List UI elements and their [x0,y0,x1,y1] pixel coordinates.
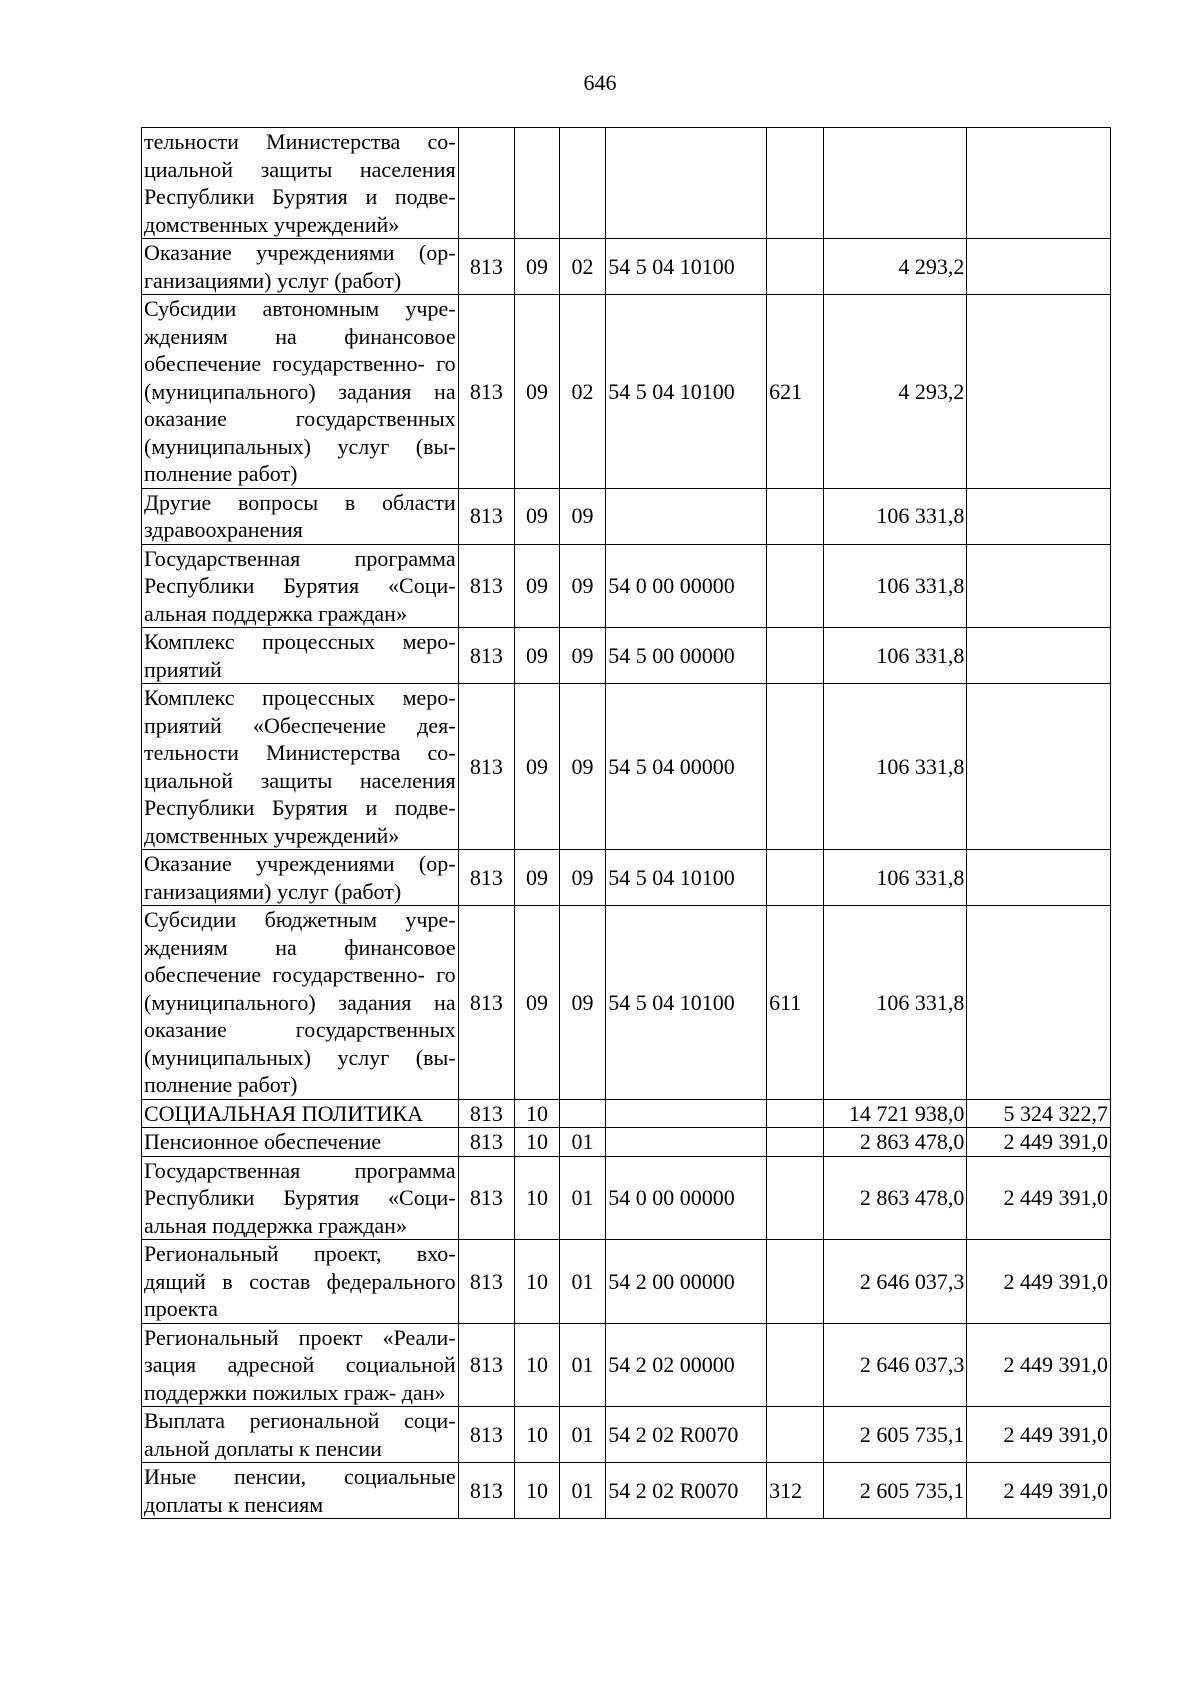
federal-amount-cell [967,488,1111,544]
row-name-line: Оказание учреждениями (ор- [144,240,456,265]
target-article-code-cell [606,1128,767,1157]
row-name-line: го (муниципального) задания [144,351,456,404]
federal-amount-cell: 2 449 391,0 [967,1463,1111,1519]
row-name-line: Субсидии автономным учре- [144,296,456,321]
row-name-cell [142,628,459,684]
department-code-cell: 813 [458,1407,515,1463]
target-article-code-cell: 54 2 02 R0070 [606,1407,767,1463]
subsection-code-cell: 09 [559,488,606,544]
department-code-cell: 813 [458,1463,515,1519]
expense-type-code-cell [767,1156,824,1240]
section-code-cell: 10 [515,1240,560,1324]
row-name-line: Пенсионное обеспечение [144,1129,382,1154]
expense-type-code-cell: 611 [767,906,824,1100]
target-article-code-cell: 54 5 00 00000 [606,628,767,684]
table-row [142,1099,1111,1128]
row-name-line: альной доплаты к пенсии [144,1435,382,1461]
row-name-line: Иные пенсии, социальные [144,1464,456,1489]
subsection-code-cell: 01 [559,1156,606,1240]
row-name-line: СОЦИАЛЬНАЯ ПОЛИТИКА [144,1100,424,1126]
row-name-line: (муниципальных) услуг (вы- [144,1044,456,1070]
amount-cell: 2 646 037,3 [823,1323,967,1407]
section-code-cell: 09 [515,488,560,544]
target-article-code-cell: 54 0 00 00000 [606,1156,767,1240]
row-name-cell [142,239,459,295]
target-article-code-cell: 54 5 04 10100 [606,850,767,906]
row-name-cell [142,684,459,850]
subsection-code-cell: 09 [559,684,606,850]
federal-amount-cell [967,295,1111,489]
row-name-line: (муниципальных) услуг (вы- [144,433,456,459]
amount-cell: 106 331,8 [823,544,967,628]
expense-type-code-cell [767,628,824,684]
subsection-code-cell: 01 [559,1128,606,1157]
table-row [142,1407,1111,1463]
target-article-code-cell: 54 2 02 00000 [606,1323,767,1407]
row-name-cell [142,906,459,1100]
row-name-line: Другие вопросы в области [144,489,456,515]
federal-amount-cell [967,239,1111,295]
federal-amount-cell [967,128,1111,239]
section-code-cell: 09 [515,628,560,684]
table-row [142,1128,1111,1157]
section-code-cell [515,128,560,239]
expense-type-code-cell [767,239,824,295]
section-code-cell: 09 [515,684,560,850]
subsection-code-cell: 09 [559,906,606,1100]
department-code-cell: 813 [458,1128,515,1157]
subsection-code-cell: 02 [559,295,606,489]
target-article-code-cell: 54 5 04 00000 [606,684,767,850]
subsection-code-cell: 09 [559,850,606,906]
federal-amount-cell [967,684,1111,850]
expense-type-code-cell [767,1128,824,1157]
target-article-code-cell: 54 5 04 10100 [606,906,767,1100]
row-name-line: полнение работ) [144,1072,298,1097]
row-name-line: Республики Бурятия и подве- [144,184,456,209]
subsection-code-cell: 01 [559,1323,606,1407]
section-code-cell: 10 [515,1156,560,1240]
row-name-line: ждениям на финансовое [144,323,456,349]
section-code-cell: 09 [515,295,560,489]
expense-type-code-cell [767,544,824,628]
row-name-line: Субсидии бюджетным учре- [144,907,456,932]
expense-type-code-cell [767,1099,824,1128]
section-code-cell: 10 [515,1407,560,1463]
department-code-cell: 813 [458,544,515,628]
target-article-code-cell: 54 2 00 00000 [606,1240,767,1324]
target-article-code-cell: 54 5 04 10100 [606,295,767,489]
department-code-cell: 813 [458,295,515,489]
row-name-line: обеспечение государственно- [144,351,425,376]
amount-cell [823,128,967,239]
section-code-cell: 09 [515,850,560,906]
row-name-cell [142,850,459,906]
table-row [142,488,1111,544]
subsection-code-cell: 01 [559,1240,606,1324]
table-row [142,295,1111,489]
amount-cell: 2 646 037,3 [823,1240,967,1324]
row-name-cell [142,128,459,239]
expense-type-code-cell [767,1323,824,1407]
table-row [142,684,1111,850]
row-name-cell [142,488,459,544]
section-code-cell: 10 [515,1099,560,1128]
department-code-cell: 813 [458,1240,515,1324]
table-row [142,1156,1111,1240]
row-name-line: Республики Бурятия «Соци- [144,573,456,598]
budget-table [141,127,1111,1519]
amount-cell: 106 331,8 [823,628,967,684]
target-article-code-cell [606,128,767,239]
row-name-cell [142,1323,459,1407]
federal-amount-cell: 2 449 391,0 [967,1323,1111,1407]
department-code-cell: 813 [458,1099,515,1128]
section-code-cell: 10 [515,1323,560,1407]
department-code-cell: 813 [458,850,515,906]
table-row [142,1463,1111,1519]
row-name-line: здравоохранения [144,517,303,542]
table-row [142,128,1111,239]
amount-cell: 4 293,2 [823,295,967,489]
federal-amount-cell: 2 449 391,0 [967,1407,1111,1463]
row-name-line: Республики Бурятия «Соци- [144,1185,456,1210]
federal-amount-cell: 2 449 391,0 [967,1156,1111,1240]
row-name-line: ганизациями) услуг (работ) [144,878,402,904]
federal-amount-cell [967,850,1111,906]
amount-cell: 106 331,8 [823,684,967,850]
target-article-code-cell [606,1099,767,1128]
row-name-cell [142,295,459,489]
section-code-cell: 10 [515,1128,560,1157]
row-name-line: полнение работ) [144,461,298,486]
amount-cell: 4 293,2 [823,239,967,295]
amount-cell: 14 721 938,0 [823,1099,967,1128]
table-row [142,1323,1111,1407]
row-name-cell [142,1128,459,1157]
amount-cell: 106 331,8 [823,488,967,544]
row-name-cell [142,544,459,628]
table-row [142,628,1111,684]
row-name-cell [142,1156,459,1240]
row-name-line: Комплекс процессных меро- [144,685,456,710]
row-name-cell [142,1240,459,1324]
expense-type-code-cell: 621 [767,295,824,489]
row-name-line: приятий «Обеспечение дея- [144,712,456,738]
page-number: 646 [583,70,617,95]
table-row [142,239,1111,295]
row-name-line: тельности Министерства со- [144,129,456,154]
section-code-cell: 10 [515,1463,560,1519]
department-code-cell: 813 [458,628,515,684]
expense-type-code-cell [767,684,824,850]
table-row [142,850,1111,906]
row-name-line: Выплата региональной соци- [144,1408,456,1433]
subsection-code-cell: 02 [559,239,606,295]
target-article-code-cell [606,488,767,544]
federal-amount-cell: 2 449 391,0 [967,1240,1111,1324]
amount-cell: 106 331,8 [823,850,967,906]
row-name-line: Комплекс процессных меро- [144,629,456,654]
row-name-line: Региональный проект «Реали- [144,1324,456,1350]
row-name-line: ждениям на финансовое [144,934,456,960]
row-name-line: проекта [144,1296,218,1321]
target-article-code-cell: 54 0 00 00000 [606,544,767,628]
row-name-line: на оказание государственных [144,989,456,1042]
department-code-cell [458,128,515,239]
amount-cell: 2 863 478,0 [823,1128,967,1157]
row-name-line: го (муниципального) задания [144,962,456,1015]
section-code-cell: 09 [515,239,560,295]
row-name-line: ганизациями) услуг (работ) [144,267,402,293]
row-name-line: циальной защиты населения [144,767,456,793]
subsection-code-cell: 01 [559,1407,606,1463]
expense-type-code-cell: 312 [767,1463,824,1519]
amount-cell: 2 605 735,1 [823,1407,967,1463]
amount-cell: 106 331,8 [823,906,967,1100]
table-row [142,1240,1111,1324]
subsection-code-cell [559,1099,606,1128]
federal-amount-cell [967,906,1111,1100]
section-code-cell: 09 [515,544,560,628]
row-name-line: домственных учреждений» [144,211,400,237]
federal-amount-cell: 2 449 391,0 [967,1128,1111,1157]
row-name-line: зация адресной социальной [144,1352,456,1377]
row-name-line: Оказание учреждениями (ор- [144,851,456,876]
expense-type-code-cell [767,850,824,906]
table-row [142,544,1111,628]
target-article-code-cell: 54 5 04 10100 [606,239,767,295]
row-name-line: альная поддержка граждан» [144,600,407,626]
expense-type-code-cell [767,1240,824,1324]
row-name-line: дящий в состав федерального [144,1268,456,1294]
amount-cell: 2 605 735,1 [823,1463,967,1519]
row-name-line: Республики Бурятия и подве- [144,795,456,820]
federal-amount-cell: 5 324 322,7 [967,1099,1111,1128]
department-code-cell: 813 [458,1156,515,1240]
subsection-code-cell: 01 [559,1463,606,1519]
table-body [142,128,1111,1519]
row-name-line: альная поддержка граждан» [144,1212,407,1238]
department-code-cell: 813 [458,1323,515,1407]
expense-type-code-cell [767,488,824,544]
row-name-line: тельности Министерства со- [144,740,456,765]
department-code-cell: 813 [458,684,515,850]
row-name-line: обеспечение государственно- [144,962,425,987]
row-name-line: приятий [144,656,222,682]
department-code-cell: 813 [458,906,515,1100]
subsection-code-cell: 09 [559,628,606,684]
table-row [142,906,1111,1100]
expense-type-code-cell [767,1407,824,1463]
row-name-line: Государственная программа [144,1157,456,1183]
section-code-cell: 09 [515,906,560,1100]
row-name-line: Региональный проект, вхо- [144,1241,456,1266]
department-code-cell: 813 [458,239,515,295]
federal-amount-cell [967,628,1111,684]
row-name-cell [142,1099,459,1128]
expense-type-code-cell [767,128,824,239]
department-code-cell: 813 [458,488,515,544]
row-name-line: домственных учреждений» [144,822,400,848]
row-name-cell [142,1407,459,1463]
amount-cell: 2 863 478,0 [823,1156,967,1240]
row-name-line: на оказание государственных [144,378,456,431]
row-name-line: Государственная программа [144,545,456,571]
row-name-line: дан» [401,1379,446,1405]
row-name-line: поддержки пожилых граж- [144,1379,397,1405]
subsection-code-cell: 09 [559,544,606,628]
row-name-line: доплаты к пенсиям [144,1491,324,1517]
federal-amount-cell [967,544,1111,628]
subsection-code-cell [559,128,606,239]
row-name-cell [142,1463,459,1519]
row-name-line: циальной защиты населения [144,156,456,182]
target-article-code-cell: 54 2 02 R0070 [606,1463,767,1519]
